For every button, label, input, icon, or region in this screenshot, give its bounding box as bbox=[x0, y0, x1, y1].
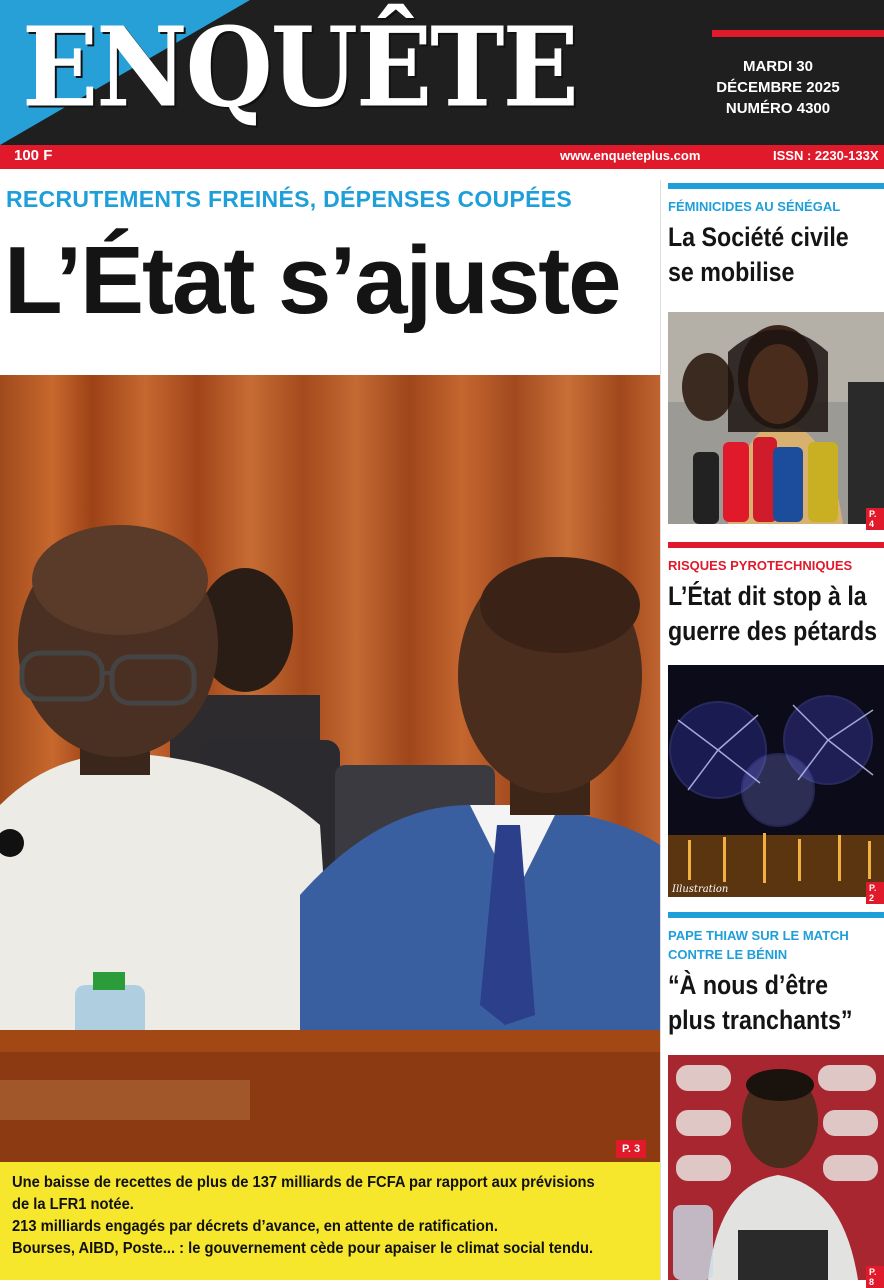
sidebar-title bbox=[668, 968, 854, 1038]
main-kicker: RECRUTEMENTS FREINÉS, DÉPENSES COUPÉES bbox=[6, 186, 573, 212]
sidebar-story-pape-thiaw[interactable] bbox=[668, 912, 884, 1038]
coach-press-illustration bbox=[668, 1055, 884, 1280]
sidebar-photo-coach bbox=[668, 1055, 884, 1280]
sidebar-title-line: La Société civile bbox=[668, 222, 849, 252]
sidebar-title-line: plus tranchants” bbox=[668, 1005, 853, 1035]
main-summary-box bbox=[0, 1162, 660, 1280]
sidebar-story-pyrotechnics[interactable] bbox=[668, 542, 884, 649]
sidebar-divider bbox=[660, 180, 661, 1280]
sidebar-title bbox=[668, 579, 878, 649]
photo-caption: Illustration bbox=[672, 884, 729, 895]
masthead bbox=[0, 0, 884, 145]
summary-line: 213 milliards engagés par décrets d’avance, en attente de ratification. bbox=[12, 1218, 498, 1235]
masthead-red-accent bbox=[712, 30, 884, 37]
sidebar-title-line: L’État dit stop à la bbox=[668, 581, 867, 611]
sidebar-kicker-line: PAPE THIAW SUR LE MATCH bbox=[668, 928, 849, 943]
sidebar-title-line: se mobilise bbox=[668, 257, 795, 287]
sidebar-kicker: FÉMINICIDES AU SÉNÉGAL bbox=[668, 199, 841, 214]
sidebar-page-badge: P. 2 bbox=[866, 882, 884, 904]
sidebar-story-feminicides[interactable] bbox=[668, 183, 884, 290]
sidebar-title-line: guerre des pétards bbox=[668, 616, 878, 646]
summary-line: Bourses, AIBD, Poste... : le gouvernement cède pour apaiser le climat social tendu. bbox=[12, 1240, 594, 1257]
sidebar-title bbox=[668, 220, 854, 290]
story-rule bbox=[668, 542, 884, 548]
issue-day: MARDI 30 bbox=[742, 58, 813, 75]
sidebar-title-line: “À nous d’être bbox=[668, 970, 828, 1000]
issue-number: NUMÉRO 4300 bbox=[725, 100, 831, 117]
story-rule bbox=[668, 183, 884, 189]
sidebar-page-badge: P. 4 bbox=[866, 508, 884, 530]
main-page-badge: P. 3 bbox=[616, 1140, 646, 1158]
main-story-photo bbox=[0, 375, 660, 1162]
main-photo-illustration bbox=[0, 375, 660, 1162]
issn: ISSN : 2230-133X bbox=[773, 148, 879, 163]
summary-line: de la LFR1 notée. bbox=[12, 1196, 134, 1213]
info-strip bbox=[0, 145, 884, 169]
newspaper-logo: ENQUÊTE bbox=[22, 2, 577, 132]
press-conference-illustration bbox=[668, 312, 884, 524]
issue-month-year: DÉCEMBRE 2025 bbox=[716, 79, 840, 96]
sidebar-kicker: RISQUES PYROTECHNIQUES bbox=[668, 558, 853, 573]
sidebar-kicker bbox=[668, 926, 884, 964]
sidebar-photo-press-conference bbox=[668, 312, 884, 524]
price: 100 F bbox=[14, 147, 53, 164]
sidebar-photo-fireworks bbox=[668, 665, 884, 897]
issue-info bbox=[712, 56, 844, 119]
story-rule bbox=[668, 912, 884, 918]
sidebar-page-badge: P. 8 bbox=[866, 1266, 884, 1288]
website-link[interactable]: www.enqueteplus.com bbox=[560, 148, 701, 163]
fireworks-illustration bbox=[668, 665, 884, 897]
summary-line: Une baisse de recettes de plus de 137 milliards de FCFA par rapport aux prévisions bbox=[12, 1174, 595, 1191]
main-headline[interactable]: L’État s’ajuste bbox=[4, 227, 620, 334]
sidebar-kicker-line: CONTRE LE BÉNIN bbox=[668, 947, 788, 962]
